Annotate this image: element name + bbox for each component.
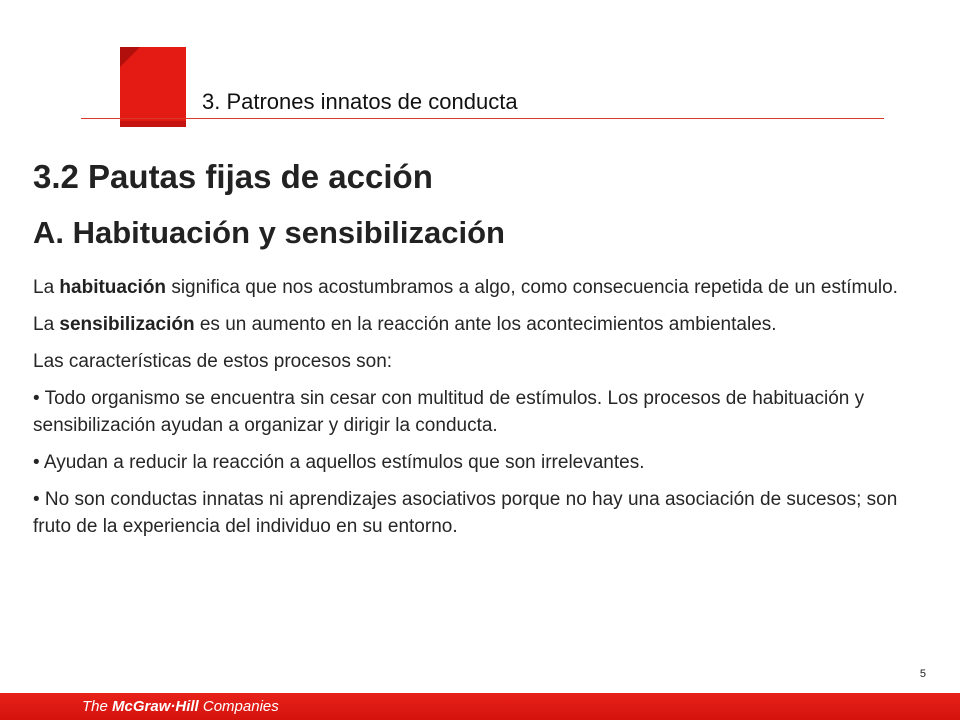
paragraph-text: significa que nos acostumbramos a algo, como consecuencia repetida de un estímulo.: [166, 277, 898, 298]
section-title: 3. Patrones innatos de conducta: [202, 89, 518, 114]
page-title: 3.2 Pautas fijas de acción: [33, 158, 433, 195]
paragraph-text: es un aumento en la reacción ante los acontecimientos ambientales.: [194, 314, 777, 335]
bullet-item: • No son conductas innatas ni aprendizajes asociativos porque no hay una asociación de sucesos; son fruto de la experiencia del individuo en su entorno.: [33, 489, 898, 537]
page-number: 5: [919, 668, 926, 680]
body-text: [33, 274, 913, 550]
term-sensibilizacion: sensibilización: [59, 314, 195, 335]
header-divider: [81, 118, 884, 119]
header-red-block: [120, 47, 186, 127]
paragraph-caracteristicas: Las características de estos procesos son:: [33, 351, 393, 372]
page-subtitle: A. Habituación y sensibilización: [33, 215, 505, 250]
bullet-item: • Ayudan a reducir la reacción a aquellos estímulos que son irrelevantes.: [33, 452, 645, 473]
paragraph-text: La: [33, 314, 60, 335]
logo-companies: Companies: [198, 698, 279, 715]
bullet-item: • Todo organismo se encuentra sin cesar con multitud de estímulos. Los procesos de habituación y sensibilización ayudan a organizar y dirigir la conducta.: [33, 388, 865, 436]
publisher-logo: [82, 698, 279, 715]
term-habituacion: habituación: [59, 277, 167, 298]
paragraph-habituacion: [33, 274, 913, 301]
logo-the: The: [82, 698, 113, 715]
logo-brand: McGraw·Hill: [112, 698, 199, 715]
paragraph-sensibilizacion: [33, 311, 913, 338]
paragraph-text: La: [33, 277, 60, 298]
